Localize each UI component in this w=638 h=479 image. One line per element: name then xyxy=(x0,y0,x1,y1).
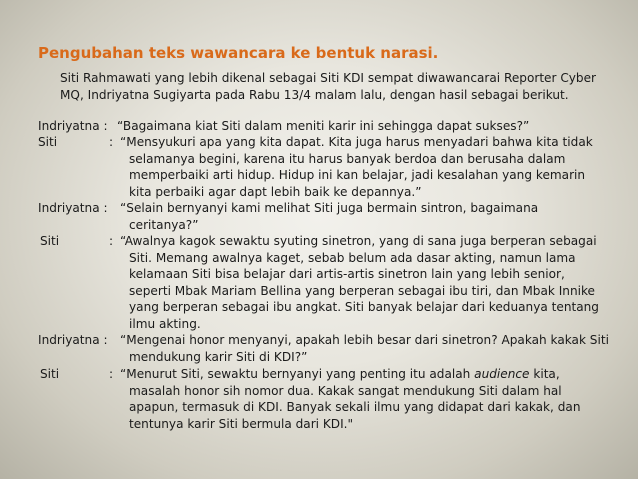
speaker-label: Siti xyxy=(40,234,60,248)
speaker-label: Siti xyxy=(40,367,60,381)
intro-paragraph: Siti Rahmawati yang lebih dikenal sebagai Siti KDI sempat diwawancarai Reporter Cyber MQ, Indriyatna Sugiyarta pada Rabu 13/4 malam lalu, dengan hasil sebagai berikut. xyxy=(60,71,597,102)
speaker-label: Indriyatna : xyxy=(38,119,108,133)
slide-title: Pengubahan teks wawancara ke bentuk narasi. xyxy=(38,44,439,62)
italic-term: audience xyxy=(474,367,530,381)
speaker-label: Indriyatna : xyxy=(38,201,108,215)
dialog-text: “Menurut Siti, sewaktu bernyanyi yang penting itu adalah audience kita, masalah honor sih nomor dua. Kakak sangat mendukung Siti dalam hal apapun, termasuk di KDI. Banyak sekali ilmu yang didapat dari kakak, dan tentunya karir Siti bermula dari KDI." xyxy=(120,367,581,431)
dialog-text: “Awalnya kagok sewaktu syuting sinetron, yang di sana juga berperan sebagai Siti. Memang awalnya kaget, sebab belum ada dasar akting, namun lama kelamaan Siti bisa belajar dari artis-artis sinetron lain yang lebih senior, seperti Mbak Mariam Bellina yang berperan sebagai ibu tiri, dan Mbak Innike yang berperan sebagai ibu angkat. Siti banyak belajar dari keduanya tentang ilmu akting. xyxy=(120,234,599,331)
speaker-label: Indriyatna : xyxy=(38,333,108,347)
dialog-text: “Bagaimana kiat Siti dalam meniti karir ini sehingga dapat sukses?” xyxy=(117,119,530,133)
dialog-text: “Mensyukuri apa yang kita dapat. Kita juga harus menyadari bahwa kita tidak selamanya begini, karena itu harus banyak berdoa dan berusaha dalam memperbaiki arti hidup. Hidup ini kan belajar, jadi kesalahan yang kemarin kita perbaiki agar dapt lebih baik ke depannya.” xyxy=(120,135,593,199)
speaker-label: Siti xyxy=(38,135,58,149)
dialog-entry-2 xyxy=(38,134,618,200)
speaker-colon: : xyxy=(109,135,114,149)
dialog-text: “Mengenai honor menyanyi, apakah lebih besar dari sinetron? Apakah kakak Siti mendukung karir Siti di KDI?” xyxy=(120,333,609,364)
dialog-text: “Selain bernyanyi kami melihat Siti juga bermain sintron, bagaimana ceritanya?” xyxy=(120,201,539,232)
speaker-colon: : xyxy=(109,367,114,381)
speaker-colon: : xyxy=(109,234,114,248)
